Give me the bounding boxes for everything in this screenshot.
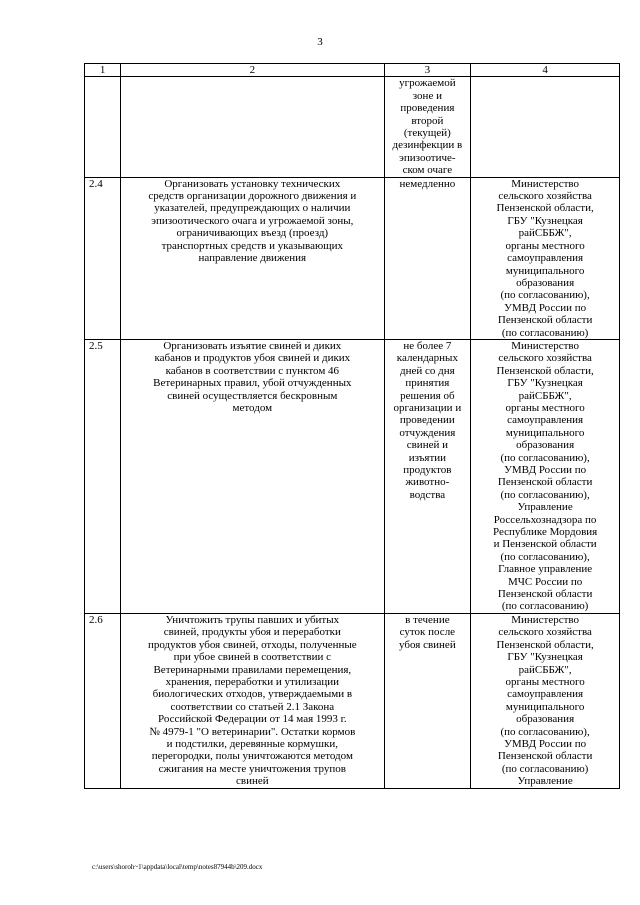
deadline-text: в течение суток после убоя свиней [384,613,471,788]
measure-text: Организовать изъятие свиней и диких кабанов и продуктов убоя свиней и диких кабанов в соответствии с пунктом 46 Ветеринарных правил, убой отчужденных свиней осуществляется бескровным методом [121,339,384,613]
responsible-text: Министерство сельского хозяйства Пензенской области, ГБУ "Кузнецкая райСББЖ", органы местного самоуправления муниципального образования (по согласованию), УМВД России по Пензенской области (по согласованию) [471,177,620,339]
row-number: 2.4 [85,177,121,339]
deadline-text: угрожаемой зоне и проведения второй (текущей) дезинфекции в эпизоотиче- ском очаге [384,77,471,177]
measure-text [121,77,384,177]
file-path-footer: c:\users\shoroh~1\appdata\local\temp\notes87944b\209.docx [92,863,263,871]
deadline-text: не более 7 календарных дней со дня принятия решения об организации и проведении отчуждения свиней и изъятии продуктов животно- водства [384,339,471,613]
column-header: 3 [384,64,471,77]
responsible-text [471,77,620,177]
deadline-text: немедленно [384,177,471,339]
table-header-row [85,64,620,77]
table-row [85,77,620,177]
row-number [85,77,121,177]
measure-text: Уничтожить трупы павших и убитых свиней, продукты убоя и переработки продуктов убоя свиней, отходы, полученные при убое свиней в соответствии с Ветеринарными правилами перемещения, хранения, переработки и утилизации биологических отходов, утверждаемыми в соответствии со статьей 2.1 Закона Российской Федерации от 14 мая 1993 г. № 4979-1 "О ветеринарии". Остатки кормов и подстилки, деревянные кормушки, перегородки, полы уничтожаются методом сжигания на месте уничтожения трупов свиней [121,613,384,788]
column-header: 2 [121,64,384,77]
table-row [85,177,620,339]
responsible-text: Министерство сельского хозяйства Пензенской области, ГБУ "Кузнецкая райСББЖ", органы местного самоуправления муниципального образования (по согласованию), УМВД России по Пензенской области (по согласованию) Управление [471,613,620,788]
row-number: 2.5 [85,339,121,613]
table-row [85,339,620,613]
row-number: 2.6 [85,613,121,788]
table-row [85,613,620,788]
column-header: 4 [471,64,620,77]
measure-text: Организовать установку технических средств организации дорожного движения и указателей, предупреждающих о наличии эпизоотического очага и угрожаемой зоны, ограничивающих въезд (проезд) транспортных средств и указывающих направление движения [121,177,384,339]
column-header: 1 [85,64,121,77]
page-number: 3 [317,36,323,48]
measures-table [84,63,620,789]
responsible-text: Министерство сельского хозяйства Пензенской области, ГБУ "Кузнецкая райСББЖ", органы местного самоуправления муниципального образования (по согласованию), УМВД России по Пензенской области (по согласованию), Управление Россельхознадзора по Республике Мордовия и Пензенской области (по согласованию), Главное управление МЧС России по Пензенской области (по согласованию) [471,339,620,613]
